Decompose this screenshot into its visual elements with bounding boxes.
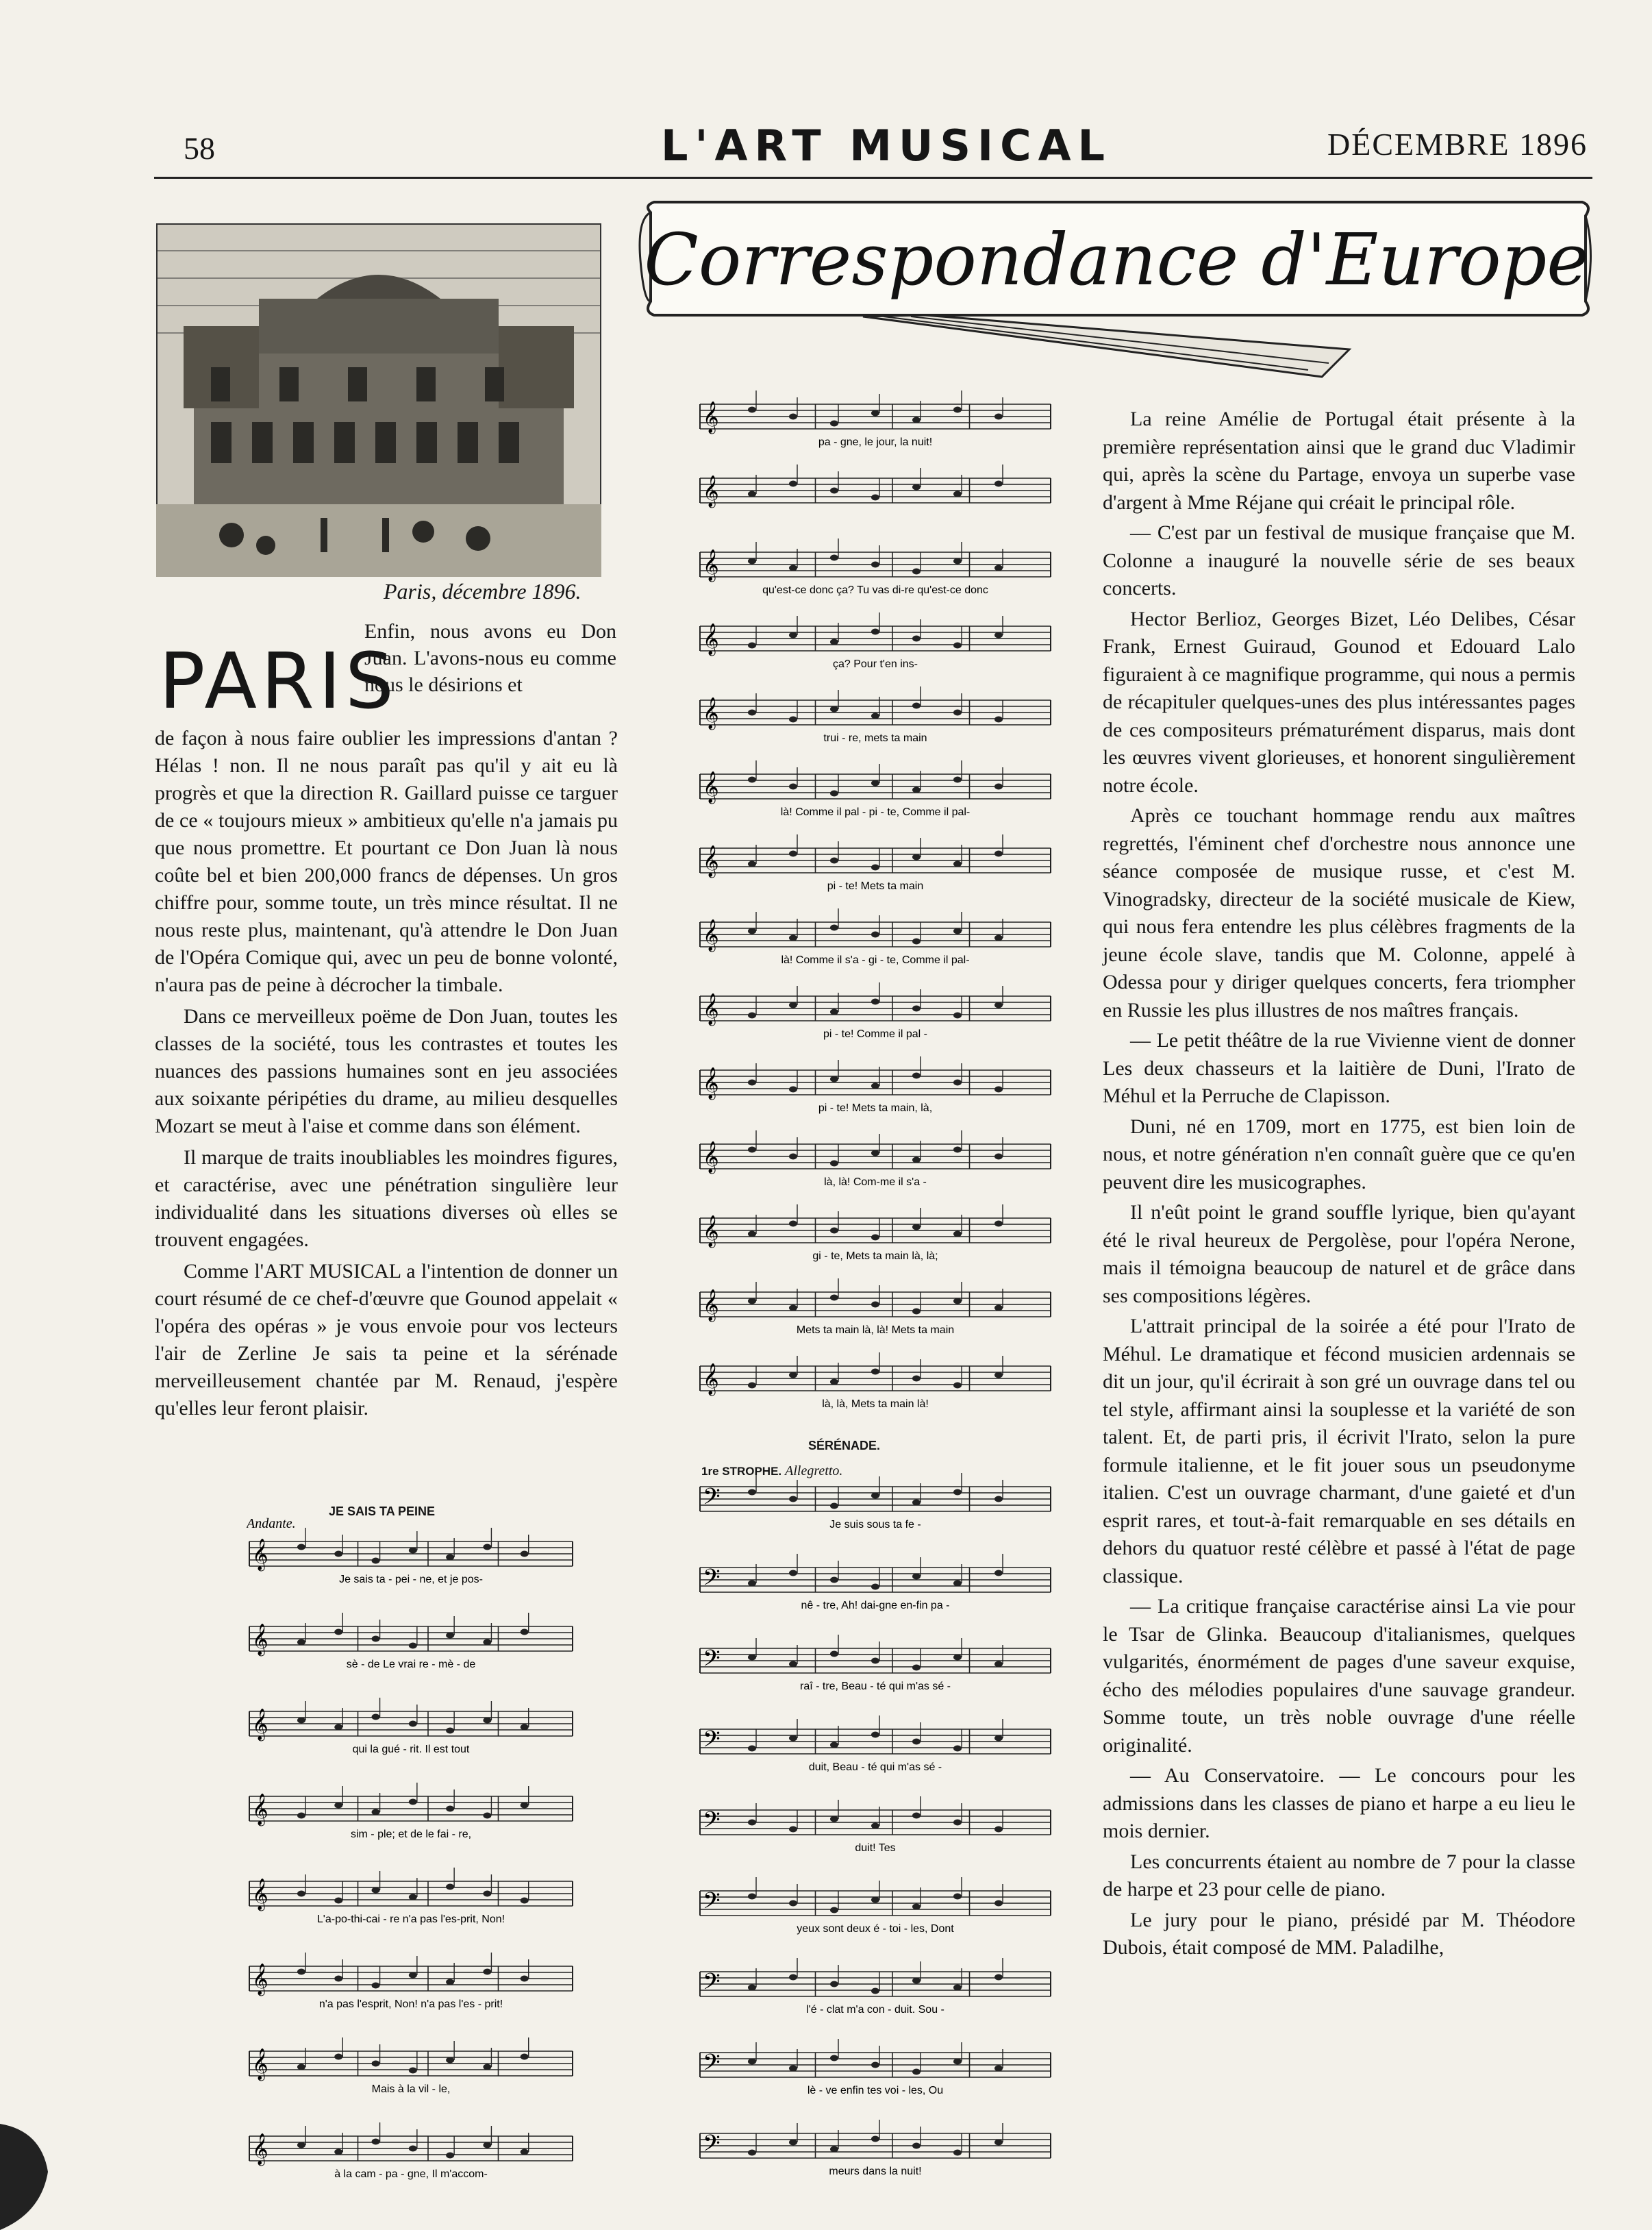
treble-clef-icon: 𝄞: [252, 1709, 268, 1740]
staff-system: [249, 1528, 573, 1585]
staff-system: [249, 1613, 573, 1670]
treble-clef-icon: 𝄞: [703, 623, 719, 655]
score-je-sais-ta-peine: [247, 1494, 575, 2220]
lyric-line: sè - de Le vrai re - mè - de: [346, 1659, 476, 1670]
staff-system: [249, 1953, 573, 2010]
lyric-line: duit! Tes: [855, 1842, 896, 1854]
treble-clef-icon: 𝄞: [703, 771, 719, 803]
staff-system: [700, 982, 1051, 1040]
lyric-line: trui - re, mets ta main: [823, 732, 927, 744]
strophe-label: [701, 1463, 842, 1479]
paris-paragraph: Comme l'ART MUSICAL a l'intention de donner un court résumé de ce chef-d'œuvre que Gounod appelait « l'opéra des opéras » je vous envoie pour vos lecteurs l'air de Zerline Je sais ta peine et la sérénade merveilleusement chantée par M. Renaud, j'espère qu'elles leur feront plaisir.: [155, 1260, 618, 1420]
treble-clef-icon: 𝄞: [703, 475, 719, 507]
lyric-line: pa - gne, le jour, la nuit!: [818, 436, 933, 448]
lyric-line: Mets ta main là, là! Mets ta main: [796, 1324, 955, 1336]
staff-system: [249, 1698, 573, 1755]
music-title-je-sais-ta-peine: JE SAIS TA PEINE: [329, 1504, 436, 1518]
lyric-line: à la cam - pa - gne, Il m'accom-: [334, 2168, 488, 2180]
lyric-line: L'a-po-thi-cai - re n'a pas l'es-prit, Non!: [316, 1913, 505, 1925]
staff-system: [249, 1783, 573, 1840]
right-paragraph: Hector Berlioz, Georges Bizet, Léo Delibes, César Frank, Ernest Guiraud, Gounod et Edouard Lalo figuraient à ce magnifique programme, qui nous a permis de récapituler quelques-unes des plus intéressantes pages de ces compositeurs prématurément disparus, mais dont les œuvres vivent glorieuses, et honorent singulièrement notre école.: [1103, 607, 1575, 797]
page-stain: [0, 2110, 82, 2230]
lyric-line: là, là, Mets ta main là!: [822, 1398, 929, 1410]
lyric-line: meurs dans la nuit!: [829, 2166, 922, 2177]
right-paragraph: — La critique française caractérise ainsi La vie pour le Tsar de Glinka. Beaucoup d'italianismes, quelques vulgarités, énormément de pages d'une saveur exquise, écho des mélodies populaires d'une sauvage grandeur. Somme toute, un très noble ouvrage d'une réelle originalité.: [1103, 1595, 1575, 1757]
lyric-line: yeux sont deux é - toi - les, Dont: [797, 1923, 954, 1935]
correspondance-banner: [637, 199, 1596, 384]
staff-system: [700, 1796, 1051, 1854]
treble-clef-icon: 𝄞: [703, 919, 719, 951]
staff-system: [700, 834, 1051, 892]
bass-clef-icon: 𝄢: [703, 1565, 721, 1596]
lyric-line: l'é - clat m'a con - duit. Sou -: [806, 2004, 944, 2016]
right-paragraph: — Le petit théâtre de la rue Vivienne vient de donner Les deux chasseurs et la laitière de Duni, l'Irato de Méhul et la Perruche de Clapisson.: [1103, 1029, 1575, 1107]
treble-clef-icon: 𝄞: [703, 1289, 719, 1321]
lyric-line: qui la gué - rit. Il est tout: [352, 1744, 470, 1755]
staff-system: [700, 464, 1051, 508]
staff-system: [249, 2122, 573, 2180]
treble-clef-icon: 𝄞: [252, 2048, 268, 2080]
treble-clef-icon: 𝄞: [252, 1963, 268, 1995]
treble-clef-icon: 𝄞: [252, 1624, 268, 1655]
treble-clef-icon: 𝄞: [703, 845, 719, 877]
paris-paragraph: Il marque de traits inoubliables les moindres figures, et caractérise, avec une pénétration singulière leur individualité dans les situations diverses où elles se trouvent engagées.: [155, 1146, 618, 1251]
lyric-line: nê - tre, Ah! dai-gne en-fin pa -: [801, 1600, 950, 1611]
staff-system: [700, 612, 1051, 670]
lyric-line: là! Comme il pal - pi - te, Comme il pal-: [780, 806, 971, 818]
staff-system: [700, 1635, 1051, 1692]
lyric-line: qu'est-ce donc ça? Tu vas di-re qu'est-ce donc: [762, 584, 988, 596]
bass-clef-icon: 𝄢: [703, 2131, 721, 2162]
staff-system: [249, 2037, 573, 2095]
staff-system: [700, 1877, 1051, 1935]
right-paragraph: Il n'eût point le grand souffle lyrique, bien qu'ayant été le rival heureux de Pergolèse, pour l'opéra Nerone, mais il témoigna beaucoup de naturel et de grâce dans ses compositions légères.: [1103, 1201, 1575, 1307]
right-paragraph: Les concurrents étaient au nombre de 7 pour la classe de harpe et 23 pour celle de piano.: [1103, 1850, 1575, 1900]
staff-system: [700, 686, 1051, 744]
staff-system: [700, 1130, 1051, 1188]
staff-system: [700, 1204, 1051, 1262]
staff-system: [700, 2039, 1051, 2096]
right-column-article: [1103, 406, 1575, 1965]
lyric-line: ça? Pour t'en ins-: [832, 658, 918, 670]
right-paragraph: Après ce touchant hommage rendu aux maîtres regrettés, l'éminent chef d'orchestre nous annonce une séance composée de musique russe, et c'est M. Vinogradsky, directeur de la société musicale de Kiew, qui nous fera entendre les plus célèbres fragments de la jeune école slave, tandis que M. Colonne, appelé à Odessa pour y diriger quelques concerts, fera triompher en Russie les plus illustres de nos maîtres français.: [1103, 804, 1575, 1021]
treble-clef-icon: 𝄞: [703, 1067, 719, 1099]
lyric-line: Mais à la vil - le,: [371, 2083, 451, 2095]
right-paragraph: Le jury pour le piano, présidé par M. Théodore Dubois, était composé de MM. Paladilhe,: [1103, 1908, 1575, 1959]
journal-title: L'ART MUSICAL: [661, 121, 1112, 171]
treble-clef-icon: 𝄞: [703, 1141, 719, 1173]
lyric-line: Je suis sous ta fe -: [829, 1519, 921, 1531]
staff-system: [700, 391, 1051, 448]
staff-system: [700, 760, 1051, 818]
bass-clef-icon: 𝄢: [703, 1726, 721, 1758]
paris-paragraph: de façon à nous faire oublier les impressions d'antan ? Hélas ! non. Il ne nous paraît pas qu'il y ait eu là progrès et que la direction R. Gaillard puisse ce targuer de ce « toujours mieux » ambitieux qu'elle n'a jamais pu que nous promettre. Et pourtant ce Don Juan là nous coûte bel et bien 200,000 francs de dépenses. Un gros chiffre pour, somme toute, un très mince résultat. Il ne nous reste plus, maintenant, qu'à attendre le Don Juan de l'Opéra Comique qui, avec un peu de bonne volonté, n'aura pas de peine à décrocher la timbale.: [155, 727, 618, 996]
banner-title: Correspondance d'Europe: [644, 218, 1589, 301]
staff-system: [700, 1715, 1051, 1773]
lyric-line: sim - ple; et de le fai - re,: [350, 1829, 472, 1840]
bass-clef-icon: 𝄢: [703, 1484, 721, 1515]
staff-system: [700, 1473, 1051, 1531]
bass-clef-icon: 𝄢: [703, 1646, 721, 1677]
serenade-tempo: Allegretto.: [785, 1463, 843, 1478]
header-rule: [154, 177, 1592, 179]
staff-system: [700, 908, 1051, 966]
dateline-caption: Paris, décembre 1896.: [384, 579, 581, 604]
treble-clef-icon: 𝄞: [703, 549, 719, 581]
score-middle-column: [697, 391, 1053, 2227]
lyric-line: pi - te! Mets ta main: [827, 880, 924, 892]
paris-lead-paragraph: Enfin, nous avons eu Don Juan. L'avons-nous eu comme nous le désirions et: [364, 620, 616, 696]
paris-paragraph: Dans ce merveilleux poëme de Don Juan, toutes les classes de la société, tous les contrastes et toutes les nuances des passions humaines sont en jeu associées aux soixante péripéties du drame, au milieu desquelles Mozart se meut à l'aise et comme dans son élément.: [155, 1005, 618, 1137]
treble-clef-icon: 𝄞: [252, 2133, 268, 2165]
right-paragraph: — Au Conservatoire. — Le concours pour les admissions dans les classes de piano et harpe a eu lieu le mois dernier.: [1103, 1764, 1575, 1842]
lyric-line: duit, Beau - té qui m'as sé -: [808, 1761, 942, 1773]
bass-clef-icon: 𝄢: [703, 1888, 721, 1920]
staff-system: [700, 1554, 1051, 1611]
lyric-line: raî - tre, Beau - té qui m'as sé -: [799, 1681, 951, 1692]
paris-heading: PARIS: [159, 637, 398, 726]
right-paragraph: — C'est par un festival de musique française que M. Colonne a inauguré la nouvelle série de ses beaux concerts.: [1103, 521, 1575, 599]
lyric-line: gi - te, Mets ta main là, là;: [812, 1250, 938, 1262]
lyric-line: pi - te! Comme il pal -: [823, 1028, 928, 1040]
bass-clef-icon: 𝄢: [703, 2050, 721, 2081]
lyric-line: là, là! Com-me il s'a -: [824, 1176, 927, 1188]
treble-clef-icon: 𝄞: [252, 1539, 268, 1570]
bass-clef-icon: 𝄢: [703, 1807, 721, 1839]
lyric-line: lè - ve enfin tes voi - les, Ou: [807, 2085, 944, 2096]
treble-clef-icon: 𝄞: [703, 697, 719, 729]
right-paragraph: L'attrait principal de la soirée a été pour l'Irato de Méhul. Le dramatique et fécond musicien ardennais se dit un jour, qu'il écrirait à son gré un ouvrage dans tel ou tel style, affirmant ainsi la souplesse et la variété de son talent. Et, de parti pris, il écrivit l'Irato, selon la pure formule italienne, et le fit jouer sous un pseudonyme italien. C'est un ouvrage charmant, d'une gaieté et d'un esprit rares, et tout-à-fait remarquable en ses détails en dehors du quatuor resté célèbre et passé à l'état de page classique.: [1103, 1315, 1575, 1587]
treble-clef-icon: 𝄞: [252, 1879, 268, 1910]
staff-system: [700, 1958, 1051, 2016]
staff-system: [700, 1056, 1051, 1114]
treble-clef-icon: 𝄞: [703, 1215, 719, 1247]
right-paragraph: La reine Amélie de Portugal était présente à la première représentation ainsi que le grand duc Vladimir qui, après la scène du Partage, envoya un superbe vase d'argent à Mme Réjane qui créait le principal rôle.: [1103, 408, 1575, 514]
serenade-score: [700, 1473, 1051, 2177]
staff-system: [249, 1868, 573, 1925]
treble-clef-icon: 𝄞: [703, 993, 719, 1025]
treble-clef-icon: 𝄞: [703, 1363, 719, 1395]
tempo-marking: Andante.: [247, 1516, 296, 1531]
staff-system: [700, 1278, 1051, 1336]
staff-system: [700, 2120, 1051, 2177]
bass-clef-icon: 𝄢: [703, 1969, 721, 2000]
lyric-line: pi - te! Mets ta main, là,: [818, 1102, 933, 1114]
lyric-line: Je sais ta - pei - ne, et je pos-: [339, 1574, 483, 1585]
treble-clef-icon: 𝄞: [703, 401, 719, 433]
staff-system: [700, 1352, 1051, 1410]
treble-clef-icon: 𝄞: [252, 1794, 268, 1825]
lyric-line: là! Comme il s'a - gi - te, Comme il pal-: [781, 954, 970, 966]
paris-article-body: [155, 725, 618, 1426]
right-paragraph: Duni, né en 1709, mort en 1775, est bien loin de nous, et notre génération n'en connaît guère que ce qu'en peuvent dire les musicographes.: [1103, 1115, 1575, 1193]
staff-system: [700, 538, 1051, 596]
lyric-line: n'a pas l'esprit, Non! n'a pas l'es - prit!: [318, 1998, 503, 2010]
opera-house-illustration: [156, 223, 601, 577]
issue-date: DÉCEMBRE 1896: [1327, 127, 1588, 162]
serenade-title: SÉRÉNADE.: [808, 1439, 881, 1452]
page-number: 58: [184, 131, 215, 166]
strophe-text: 1re STROPHE.: [701, 1465, 782, 1478]
